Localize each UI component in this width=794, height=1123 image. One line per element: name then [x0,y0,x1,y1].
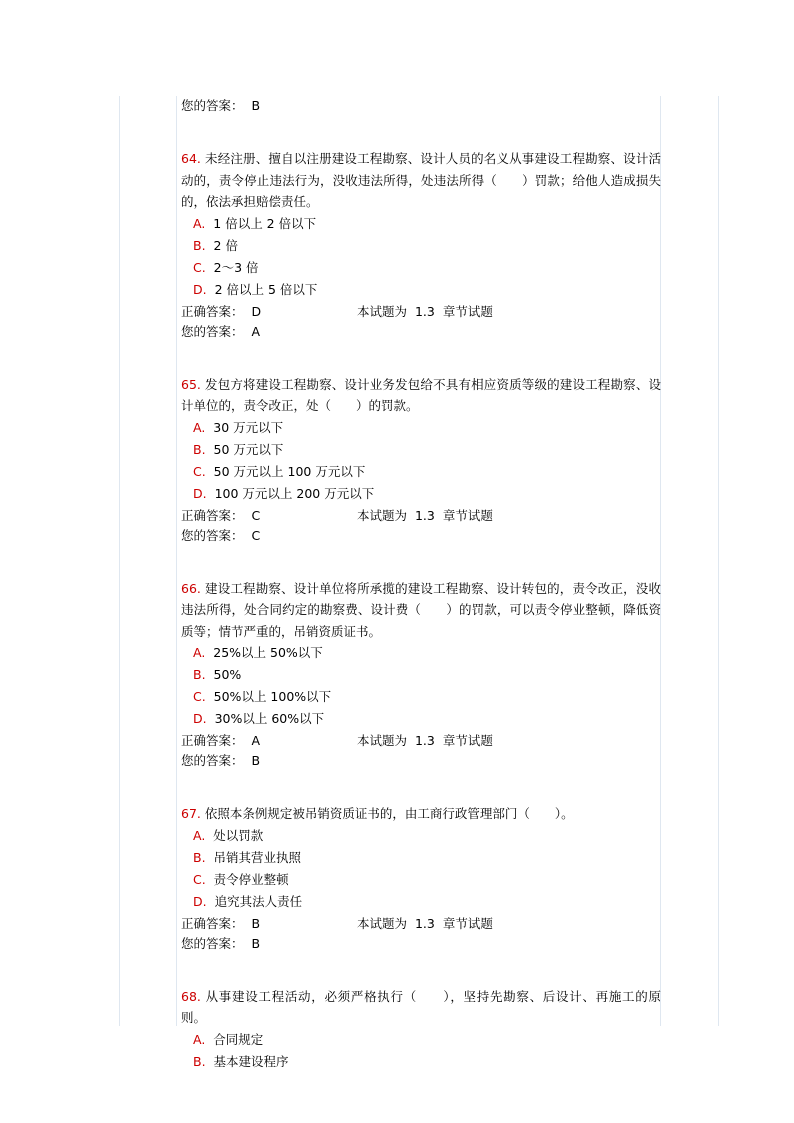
option-b: B. 基本建设程序 [193,1053,289,1069]
option-a: A. 处以罚款 [193,827,264,843]
option-a: A. 1 倍以上 2 倍以下 [193,215,317,231]
option-c: C. 50 万元以上 100 万元以下 [193,463,366,479]
question-stem: 66. 建设工程勘察、设计单位将所承揽的建设工程勘察、设计转包的，责令改正，没收违法所得，处合同约定的勘察费、设计费（ ）的罚款，可以责令停业整顿，降低资质等；情节严重的，吊销资质证书。 [181,580,661,639]
your-answer-row: 您的答案： C [181,527,261,543]
your-answer-value: B [251,98,261,113]
question-64 [181,148,661,342]
correct-answer-row: 正确答案： D 本试题为 1.3 章节试题 [181,303,493,319]
option-d: D. 追究其法人责任 [193,893,303,909]
option-d: D. 2 倍以上 5 倍以下 [193,281,318,297]
your-answer-row: 您的答案： B [181,98,261,113]
question-number: 65. [181,376,201,392]
question-number: 66. [181,580,201,596]
option-b: B. 吊销其营业执照 [193,849,302,865]
your-answer-row: 您的答案： B [181,753,261,768]
question-stem: 65. 发包方将建设工程勘察、设计业务发包给不具有相应资质等级的建设工程勘察、设计单位的，责令改正，处（ ）的罚款。 [181,376,661,413]
left-border-line [119,96,120,1026]
question-number: 67. [181,806,201,821]
option-a: A. 合同规定 [193,1031,264,1047]
option-b: B. 50% [193,667,242,682]
option-c: C. 50%以上 100%以下 [193,689,332,704]
option-d: D. 100 万元以上 200 万元以下 [193,485,375,501]
question-number: 64. [181,151,201,166]
option-b: B. 50 万元以下 [193,441,284,457]
option-a: A. 25%以上 50%以下 [193,645,323,660]
question-66 [181,578,661,772]
question-stem: 67. 依照本条例规定被吊销资质证书的，由工商行政管理部门（ ）。 [181,806,574,821]
question-stem: 64. 未经注册、擅自以注册建设工程勘察、设计人员的名义从事建设工程勘察、设计活动的，责令停止违法行为，没收违法所得，处违法所得（ ）罚款；给他人造成损失的，依法承担赔偿责任。 [181,151,661,209]
correct-answer-row: 正确答案： C 本试题为 1.3 章节试题 [181,507,493,523]
inner-left-border-line [176,96,177,1026]
question-stem: 68. 从事建设工程活动，必须严格执行（ ），坚持先勘察、后设计、再施工的原则。 [181,988,661,1025]
right-border-line [718,96,719,1026]
option-d: D. 30%以上 60%以下 [193,711,325,726]
question-number: 68. [181,988,201,1004]
option-b: B. 2 倍 [193,237,238,253]
option-c: C. 责令停业整顿 [193,871,289,887]
quiz-content [181,96,661,1073]
option-a: A. 30 万元以下 [193,419,284,435]
correct-answer-row: 正确答案： A 本试题为 1.3 章节试题 [181,733,493,748]
question-68 [181,986,661,1073]
your-answer-row: 您的答案： B [181,935,261,951]
correct-answer-row: 正确答案： B 本试题为 1.3 章节试题 [181,915,493,931]
option-c: C. 2～3 倍 [193,259,259,275]
your-answer-row: 您的答案： A [181,323,261,339]
question-65 [181,374,661,546]
question-67 [181,803,661,954]
